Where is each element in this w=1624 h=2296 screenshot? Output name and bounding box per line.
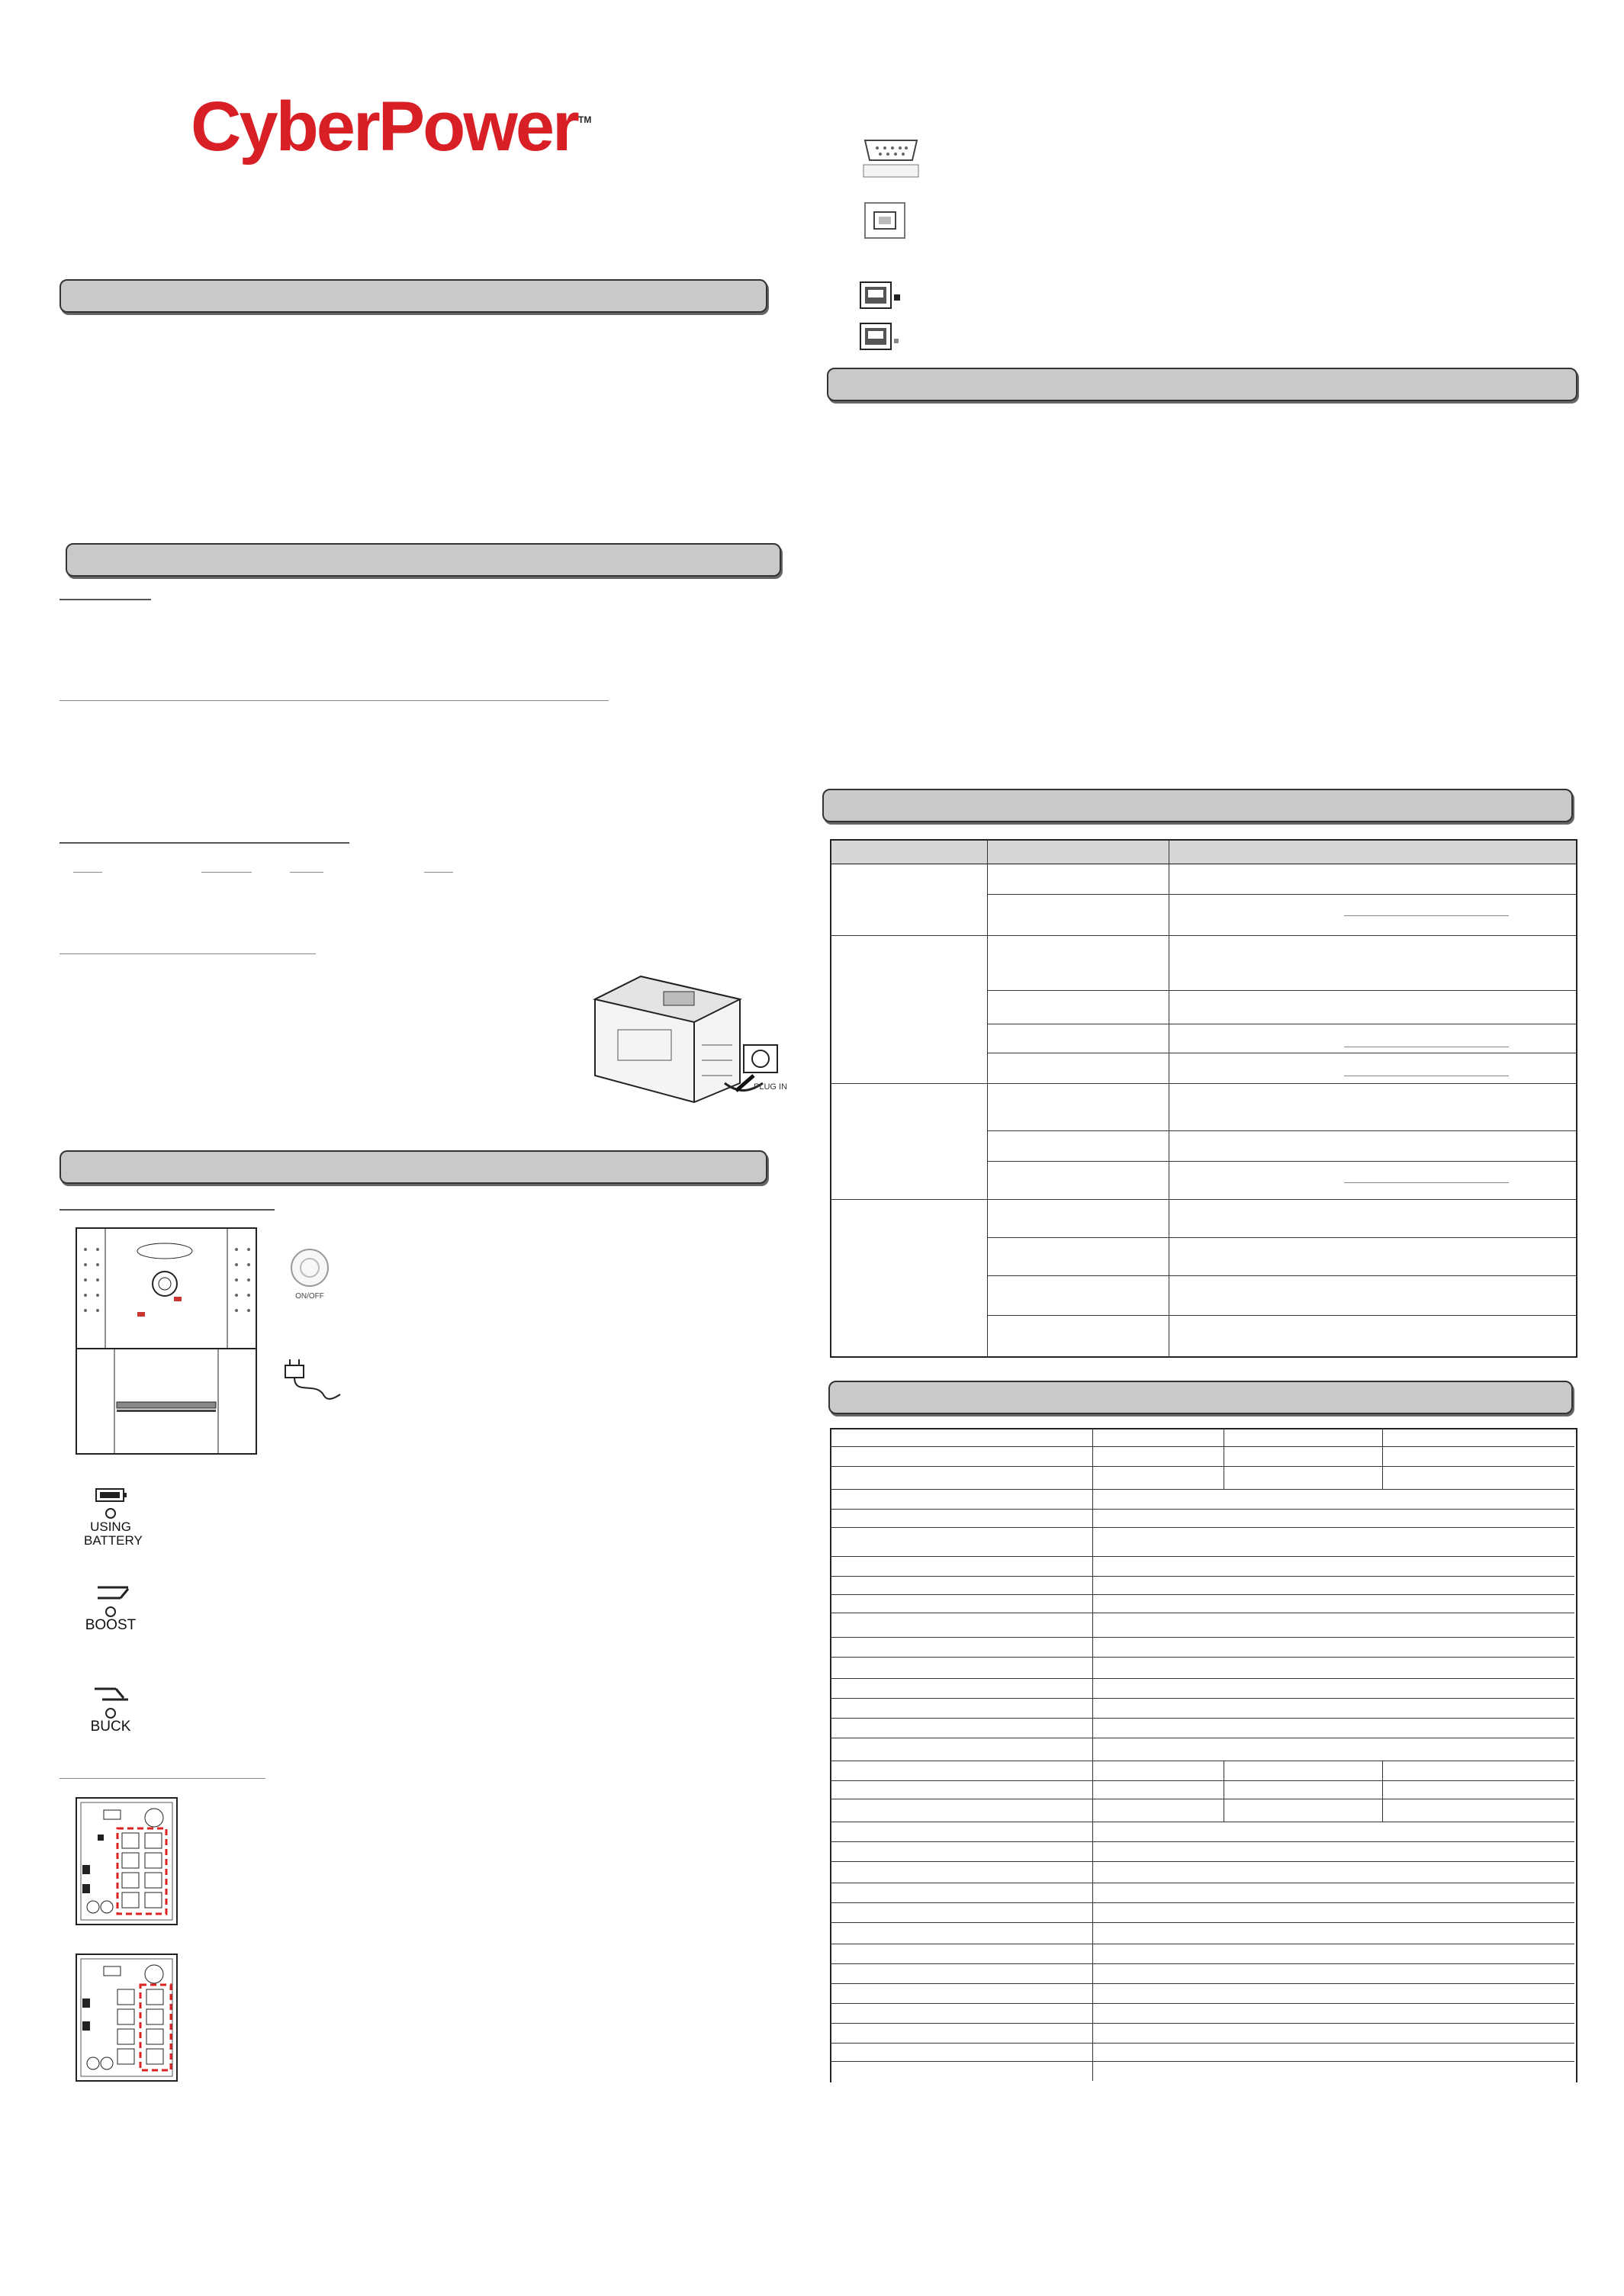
troubleshooting-header-row: [831, 841, 1576, 865]
spec-row-divider: [830, 1466, 1574, 1467]
table-row-divider: [987, 1315, 1577, 1316]
specification-table: [830, 1428, 1577, 2082]
power-switch-icon: [287, 1248, 333, 1301]
spec-row-divider: [830, 2043, 1574, 2044]
inline-rule-2: [201, 872, 252, 873]
cell-underline: [1344, 915, 1509, 916]
subheading-rule-6: [59, 1778, 265, 1779]
section-header-bar-1: [59, 279, 767, 313]
section-header-bar-2: [66, 543, 781, 577]
spec-row-divider: [830, 1841, 1574, 1842]
subheading-rule-5: [59, 1209, 275, 1211]
spec-row-divider: [830, 1718, 1574, 1719]
table-row-divider: [987, 1130, 1577, 1131]
spec-row-divider: [830, 1657, 1574, 1658]
buck-led: [105, 1708, 116, 1719]
spec-row-divider: [830, 1527, 1574, 1528]
subheading-rule-1: [59, 599, 151, 600]
using-battery-label-line2: BATTERY: [84, 1533, 143, 1548]
table-row-divider: [830, 863, 1577, 864]
spec-row-divider: [830, 1678, 1574, 1679]
cyberpower-logo: [191, 88, 577, 166]
spec-row-divider: [830, 1780, 1574, 1781]
network-in-port-icon: [857, 279, 903, 313]
spec-row-divider: [830, 1963, 1574, 1964]
spec-row-divider: [830, 1861, 1574, 1862]
spec-row-divider: [830, 2023, 1574, 2024]
spec-row-divider: [830, 1446, 1574, 1447]
trademark-mark: TM: [578, 114, 592, 125]
spec-row-divider: [830, 1509, 1574, 1510]
spec-row-divider: [830, 1556, 1574, 1557]
spec-row-divider: [830, 2003, 1574, 2004]
boost-indicator: [84, 1583, 137, 1632]
table-row-divider: [987, 1161, 1577, 1162]
plug-in-caption: PLUG IN: [754, 1082, 788, 1092]
inline-rule-4: [424, 872, 453, 873]
subheading-rule-2: [59, 700, 609, 701]
rear-panel-drawing-battery-outlets: [75, 1796, 178, 1926]
spec-row-divider: [830, 1637, 1574, 1638]
spec-row-divider: [830, 1902, 1574, 1903]
table-row-divider: [987, 894, 1577, 895]
table-row-divider: [987, 990, 1577, 991]
spec-row-divider: [830, 1489, 1574, 1490]
inline-rule-3: [290, 872, 323, 873]
spec-model-column-divider: [1382, 1761, 1383, 1822]
buck-label: BUCK: [90, 1719, 131, 1735]
inline-rule-1: [73, 872, 102, 873]
section-header-bar-5: [822, 789, 1573, 822]
brand-name: CyberPower: [191, 88, 577, 166]
table-row-divider: [987, 1275, 1577, 1276]
plug-icon: [282, 1358, 343, 1404]
spec-row-divider: [830, 1922, 1574, 1923]
ups-plug-in-illustration: [587, 969, 793, 1106]
spec-row-divider: [830, 1983, 1574, 1984]
spec-row-divider: [830, 1698, 1574, 1699]
buck-arrow-icon: [84, 1684, 137, 1704]
spec-row-divider: [830, 1594, 1574, 1595]
cell-underline: [1344, 1182, 1509, 1183]
boost-label: BOOST: [85, 1617, 137, 1633]
boost-led: [105, 1606, 116, 1617]
front-panel-drawing: [75, 1227, 258, 1455]
section-header-bar-6: [828, 1381, 1573, 1414]
subheading-rule-4: [59, 953, 316, 954]
table-row-divider: [830, 935, 1577, 936]
section-header-bar-3: [59, 1150, 767, 1184]
using-battery-led: [105, 1508, 116, 1519]
spec-model-column-divider: [1382, 1428, 1383, 1489]
subheading-rule-3: [59, 842, 349, 844]
boost-arrow-icon: [84, 1583, 137, 1603]
table-row-divider: [830, 1199, 1577, 1200]
section-header-bar-4: [827, 368, 1577, 401]
troubleshooting-table: [830, 839, 1577, 1358]
using-battery-label-line1: USING: [90, 1519, 131, 1534]
network-out-port-icon: [857, 320, 903, 354]
power-switch-caption: ON/OFF: [295, 1292, 324, 1301]
spec-row-divider: [830, 2061, 1574, 2062]
serial-port-icon: [859, 134, 923, 182]
rear-panel-drawing-surge-outlets: [75, 1953, 178, 2082]
using-battery-indicator: [84, 1487, 143, 1548]
buck-indicator: [84, 1684, 137, 1734]
table-row-divider: [987, 1237, 1577, 1238]
battery-icon: [84, 1487, 137, 1504]
table-column-divider: [987, 839, 988, 1358]
spec-row-divider: [830, 1576, 1574, 1577]
table-row-divider: [830, 1083, 1577, 1084]
usb-port-icon: [862, 200, 908, 243]
